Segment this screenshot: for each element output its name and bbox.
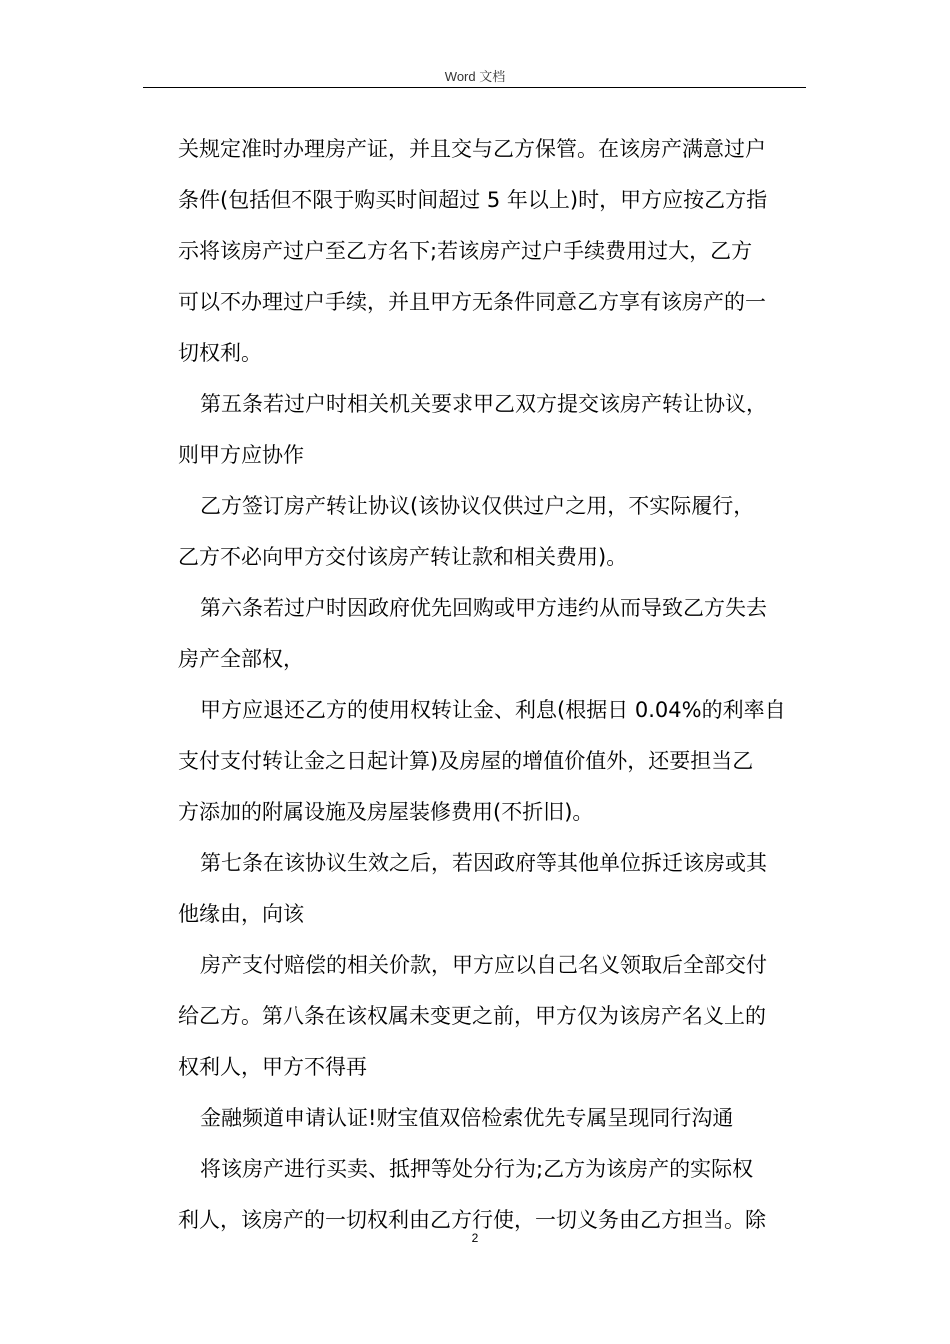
paragraph-line: 条件(包括但不限于购买时间超过 5 年以上)时，甲方应按乙方指 <box>178 188 768 212</box>
paragraph-line: 甲方应退还乙方的使用权转让金、利息(根据日 0.04%的利率自 <box>200 698 786 722</box>
document-body <box>178 124 818 1246</box>
paragraph-line: 权利人，甲方不得再 <box>178 1055 367 1079</box>
paragraph-line: 可以不办理过户手续，并且甲方无条件同意乙方享有该房产的一 <box>178 290 766 314</box>
paragraph-line: 将该房产进行买卖、抵押等处分行为;乙方为该房产的实际权 <box>200 1157 754 1181</box>
paragraph-line: 房产全部权， <box>178 647 304 671</box>
header-divider <box>143 87 806 88</box>
paragraph-line: 关规定准时办理房产证，并且交与乙方保管。在该房产满意过户 <box>178 137 766 161</box>
paragraph-line: 第六条若过户时因政府优先回购或甲方违约从而导致乙方失去 <box>200 596 767 620</box>
paragraph-line: 乙方签订房产转让协议(该协议仅供过户之用，不实际履行， <box>200 494 755 518</box>
paragraph-line: 切权利。 <box>178 341 262 365</box>
page-header: Word 文档 <box>444 69 506 84</box>
paragraph-line: 第五条若过户时相关机关要求甲乙双方提交该房产转让协议， <box>200 392 767 416</box>
paragraph-line: 则甲方应协作 <box>178 443 304 467</box>
paragraph-line: 示将该房产过户至乙方名下;若该房产过户手续费用过大，乙方 <box>178 239 753 263</box>
paragraph-line: 金融频道申请认证!财宝值双倍检索优先专属呈现同行沟通 <box>200 1106 734 1130</box>
page-number: 2 <box>471 1231 479 1245</box>
paragraph-line: 利人，该房产的一切权利由乙方行使，一切义务由乙方担当。除 <box>178 1208 766 1232</box>
paragraph-line: 第七条在该协议生效之后，若因政府等其他单位拆迁该房或其 <box>200 851 767 875</box>
paragraph-line: 他缘由，向该 <box>178 902 304 926</box>
paragraph-line: 给乙方。第八条在该权属未变更之前，甲方仅为该房产名义上的 <box>178 1004 766 1028</box>
paragraph-line: 方添加的附属设施及房屋装修费用(不折旧)。 <box>178 800 594 824</box>
paragraph-line: 支付支付转让金之日起计算)及房屋的增值价值外，还要担当乙 <box>178 749 754 773</box>
paragraph-line: 房产支付赔偿的相关价款，甲方应以自己名义领取后全部交付 <box>200 953 767 977</box>
paragraph-line: 乙方不必向甲方交付该房产转让款和相关费用)。 <box>178 545 628 569</box>
